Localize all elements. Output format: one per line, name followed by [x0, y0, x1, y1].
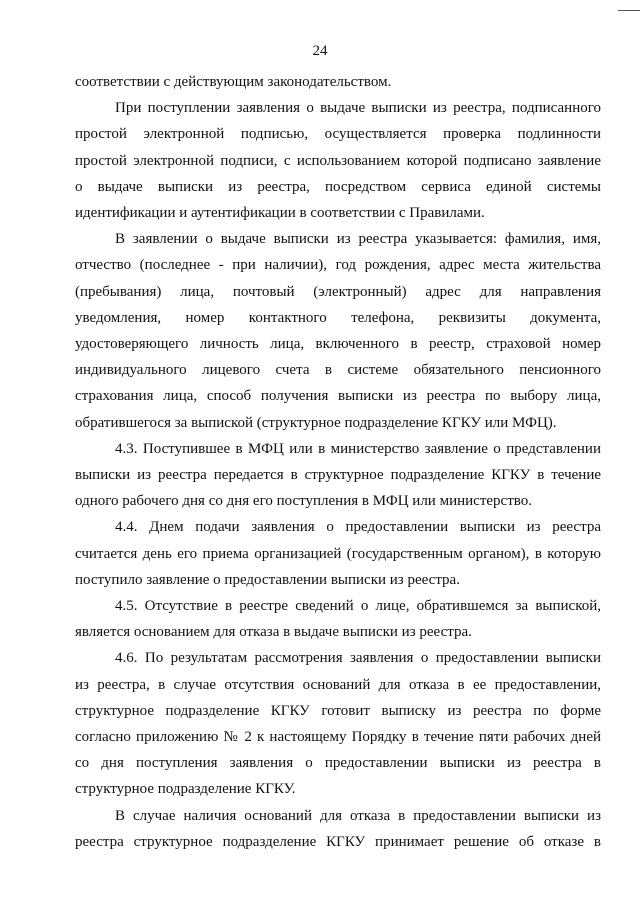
text-line: 4.6. По результатам рассмотрения заявления о предоставлении выписки — [115, 650, 601, 667]
text-line: При поступлении заявления о выдаче выписки из реестра, подписанного — [115, 100, 601, 117]
text-line: одного рабочего дня со дня его поступления в МФЦ или министерство. — [75, 493, 532, 510]
paragraph — [75, 436, 601, 515]
text-line: выписки из реестра передается в структурное подразделение КГКУ в течение — [75, 467, 601, 484]
text-line: страхования лица, способ получения выписки из реестра по выбору лица, — [75, 388, 601, 405]
text-line: идентификации и аутентификации в соответствии с Правилами. — [75, 205, 485, 222]
page-number: 24 — [312, 43, 328, 59]
text-line: простой электронной подписи, с использованием которой подписано заявление — [75, 152, 601, 169]
text-line: соответствии с действующим законодательством. — [75, 74, 392, 90]
text-line: из реестра, в случае отсутствия оснований для отказа в ее предоставлении, — [75, 676, 601, 693]
corner-line — [618, 10, 640, 11]
text-line: 4.5. Отсутствие в реестре сведений о лице, обратившемся за выпиской, — [115, 598, 601, 615]
paragraph — [75, 69, 601, 95]
text-line: обратившегося за выпиской (структурное подразделение КГКУ или МФЦ). — [75, 414, 557, 431]
text-line: считается день его приема организацией (государственным органом), в которую — [75, 545, 601, 562]
paragraph — [75, 645, 601, 802]
text-line: 4.3. Поступившее в МФЦ или в министерство заявление о представлении — [115, 440, 601, 457]
text-line: отчество (последнее - при наличии), год рождения, адрес места жительства — [75, 257, 601, 274]
text-line: простой электронной подписью, осуществляется проверка подлинности — [75, 126, 601, 143]
text-line: структурное подразделение КГКУ готовит выписку из реестра по форме — [75, 702, 601, 719]
text-line: со дня поступления заявления о предоставлении выписки из реестра в — [75, 755, 601, 772]
paragraph — [75, 593, 601, 645]
text-line: структурное подразделение КГКУ. — [75, 781, 296, 798]
text-line: уведомления, номер контактного телефона, реквизиты документа, — [75, 309, 601, 326]
text-line: согласно приложению № 2 к настоящему Порядку в течение пяти рабочих дней — [75, 729, 601, 746]
document-body — [75, 69, 601, 855]
text-line: В случае наличия оснований для отказа в предоставлении выписки из — [115, 807, 601, 824]
text-line: 4.4. Днем подачи заявления о предоставлении выписки из реестра — [115, 519, 601, 536]
paragraph — [75, 95, 601, 226]
text-line: является основанием для отказа в выдаче выписки из реестра. — [75, 624, 472, 641]
text-line: индивидуального лицевого счета в системе обязательного пенсионного — [75, 362, 601, 379]
text-line: поступило заявление о предоставлении выписки из реестра. — [75, 571, 460, 588]
paragraph — [75, 226, 601, 436]
text-line: В заявлении о выдаче выписки из реестра указывается: фамилия, имя, — [115, 231, 601, 248]
text-line: удостоверяющего личность лица, включенного в реестр, страховой номер — [75, 336, 601, 353]
text-line: о выдаче выписки из реестра, посредством сервиса единой системы — [75, 178, 601, 195]
paragraph — [75, 514, 601, 593]
text-line: реестра структурное подразделение КГКУ принимает решение об отказе в — [75, 833, 601, 850]
paragraph — [75, 803, 601, 855]
text-line: (пребывания) лица, почтовый (электронный) адрес для направления — [75, 283, 601, 300]
